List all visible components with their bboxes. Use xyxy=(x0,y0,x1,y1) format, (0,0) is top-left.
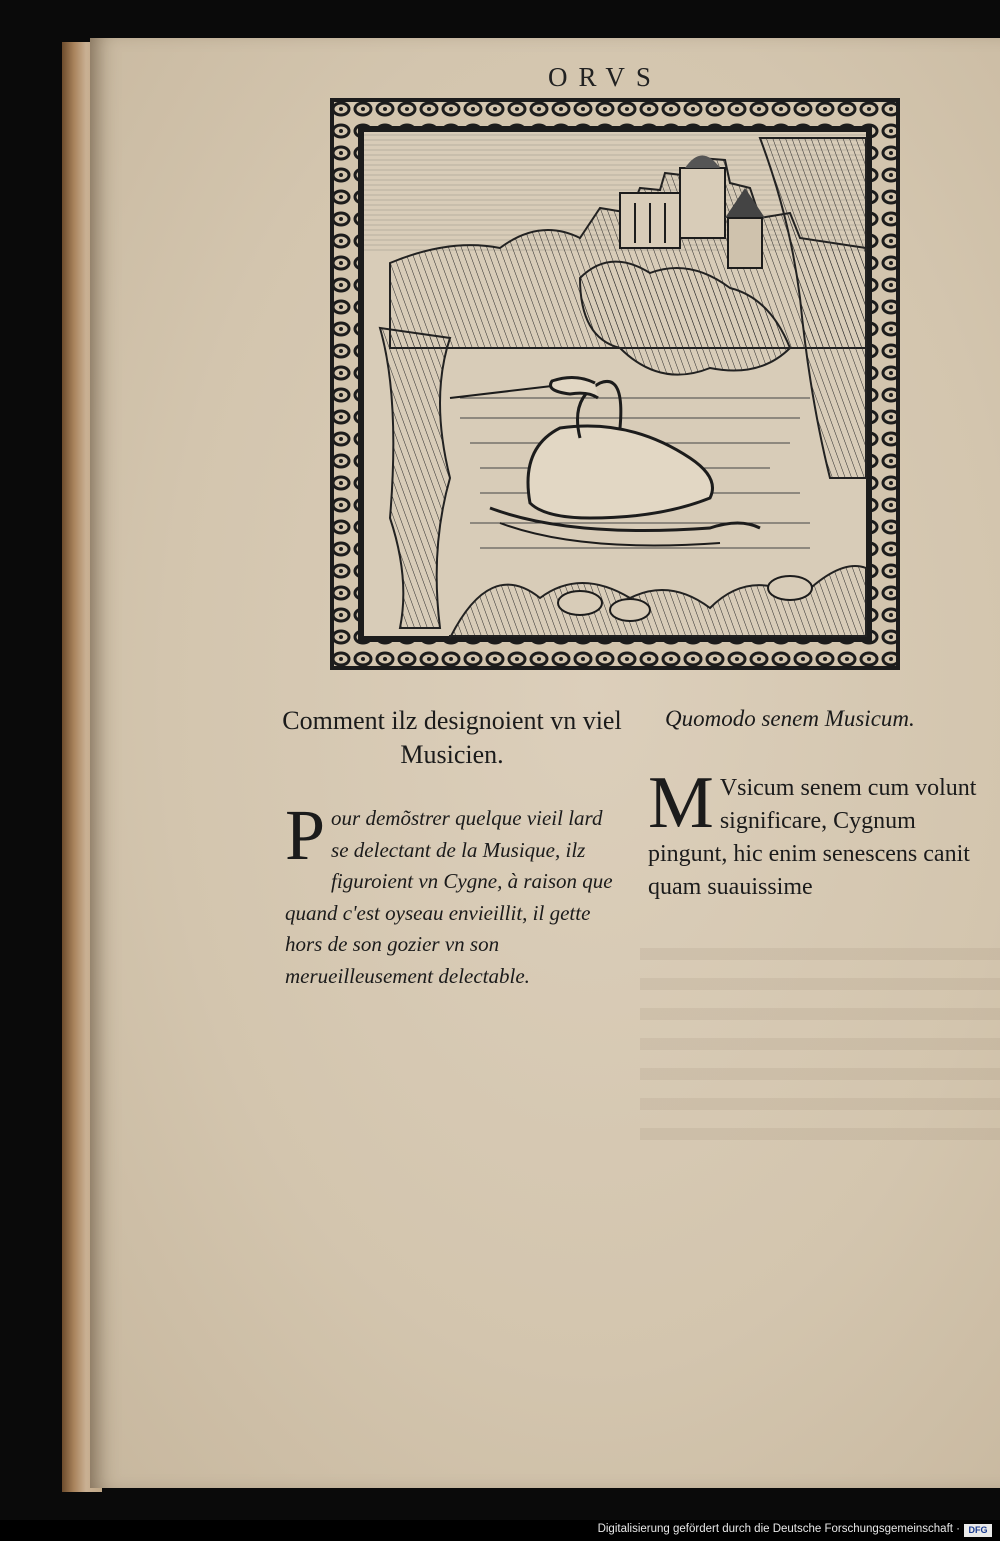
latin-body-text: Vsicum senem cum volunt significare, Cygnum pingunt, hic enim senescens canit quam suauissime xyxy=(648,775,977,900)
latin-dropcap: M xyxy=(648,762,714,844)
show-through-texture xyxy=(640,930,1000,1150)
french-dropcap: P xyxy=(285,795,326,875)
dfg-logo-icon: DFG xyxy=(964,1524,992,1537)
french-body-text: our demõstrer quelque vieil lard se delectant de la Musique, ilz figuroient vn Cygne, à raison que quand c'est oyseau envieillit, il gette hors de son gozier vn son merueilleusement delectable. xyxy=(285,806,613,988)
running-head: ORVS xyxy=(548,62,662,92)
french-body xyxy=(285,795,625,992)
french-heading: Comment ilz designoient vn viel Musicien. xyxy=(282,706,622,769)
latin-heading: Quomodo senem Musicum. xyxy=(665,706,915,731)
latin-body xyxy=(648,762,988,904)
funding-credit: Digitalisierung gefördert durch die Deutsche Forschungsgemeinschaft · xyxy=(597,1523,960,1535)
swan-woodcut-icon xyxy=(330,98,900,670)
